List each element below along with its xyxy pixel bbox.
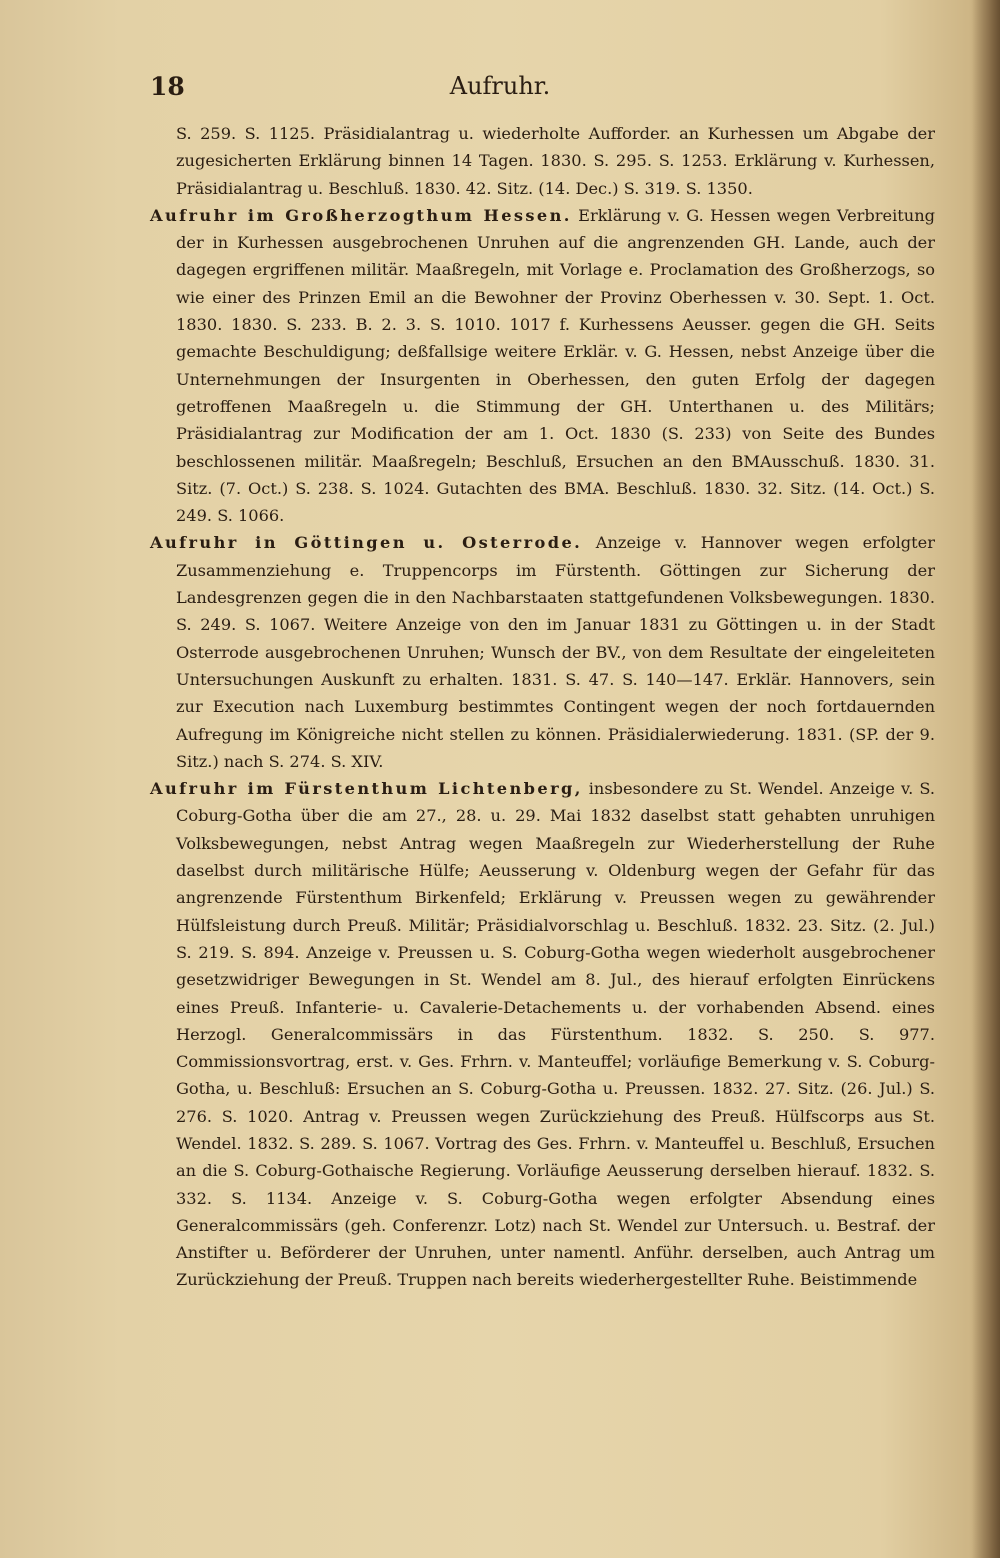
text-block xyxy=(150,120,935,1294)
entry-text: Erklärung v. G. Hessen wegen Verbreitung der in Kurhessen ausgebrochenen Unruhen auf die angrenzenden GH. Lande, auch der dagegen ergriffenen militär. Maaßregeln, mit Vorlage e. Proclamation des Großherzogs, so wie einer des Prinzen Emil an die Bewohner der Provinz Oberhessen v. 30. Sept. 1. Oct. 1830. 1830. S. 233. B. 2. 3. S. 1010. 1017 f. Kurhessens Aeusser. gegen die GH. Seits gemachte Beschuldigung; deßfallsige weitere Erklär. v. G. Hessen, nebst Anzeige über die Unternehmungen der Insurgenten in Oberhessen, den guten Erfolg der dagegen getroffenen Maaßregeln u. die Stimmung der GH. Unterthanen u. des Militärs; Präsidialantrag zur Modification der am 1. Oct. 1830 (S. 233) von Seite des Bundes beschlossenen militär. Maaßregeln; Beschluß, Ersuchen an den BMAusschuß. 1830. 31. Sitz. (7. Oct.) S. 238. S. 1024. Gutachten des BMA. Beschluß. 1830. 32. Sitz. (14. Oct.) S. 249. S. 1066. xyxy=(176,205,935,526)
page-edge-shadow xyxy=(972,0,1000,1558)
entry-lichtenberg xyxy=(150,775,935,1294)
page-number: 18 xyxy=(150,72,185,101)
entry-continuation xyxy=(150,120,935,202)
entry-heading: Aufruhr in Göttingen u. Osterrode. xyxy=(150,533,583,553)
entry-text: S. 259. S. 1125. Präsidialantrag u. wiederholte Aufforder. an Kurhessen um Abgabe der zugesicherten Erklärung binnen 14 Tagen. 1830. S. 295. S. 1253. Erklärung v. Kurhessen, Präsidialantrag u. Beschluß. 1830. 42. Sitz. (14. Dec.) S. 319. S. 1350. xyxy=(176,124,935,198)
entry-text: Anzeige v. Hannover wegen erfolgter Zusammenziehung e. Truppencorps im Fürstenth. Göttingen zur Sicherung der Landesgrenzen gegen die in den Nachbarstaaten stattgefundenen Volksbewegungen. 1830. S. 249. S. 1067. Weitere Anzeige von den im Januar 1831 zu Göttingen u. in der Stadt Osterrode ausgebrochenen Unruhen; Wunsch der BV., von dem Resultate der eingeleiteten Untersuchungen Auskunft zu erhalten. 1831. S. 47. S. 140—147. Erklär. Hannovers, sein zur Execution nach Luxemburg bestimmtes Contingent wegen der noch fortdauernden Aufregung im Königreiche nicht stellen zu können. Präsidialerwiederung. 1831. (SP. der 9. Sitz.) nach S. 274. S. XIV. xyxy=(176,533,935,771)
running-title: Aufruhr. xyxy=(449,72,551,100)
entry-grossherzogthum-hessen xyxy=(150,202,935,530)
entry-text: insbesondere zu St. Wendel. Anzeige v. S. Coburg-Gotha über die am 27., 28. u. 29. Mai 1832 daselbst statt gehabten unruhigen Volksbewegungen, nebst Antrag wegen Maaßregeln zur Wiederherstellung der Ruhe daselbst durch militärische Hülfe; Aeusserung v. Oldenburg wegen der Gefahr für das angrenzende Fürstenthum Birkenfeld; Erklärung v. Preussen wegen zu gewährender Hülfsleistung durch Preuß. Militär; Präsidialvorschlag u. Beschluß. 1832. 23. Sitz. (2. Jul.) S. 219. S. 894. Anzeige v. Preussen u. S. Coburg-Gotha wegen wiederholt ausgebrochener gesetzwidriger Bewegungen in St. Wendel am 8. Jul., des hierauf erfolgten Einrückens eines Preuß. Infanterie- u. Cavalerie-Detachements u. der vorhabenden Absend. eines Herzogl. Generalcommissärs in das Fürstenthum. 1832. S. 250. S. 977. Commissionsvortrag, erst. v. Ges. Frhrn. v. Manteuffel; vorläufige Bemerkung v. S. Coburg-Gotha, u. Beschluß: Ersuchen an S. Coburg-Gotha u. Preussen. 1832. 27. Sitz. (26. Jul.) S. 276. S. 1020. Antrag v. Preussen wegen Zurückziehung des Preuß. Hülfscorps aus St. Wendel. 1832. S. 289. S. 1067. Vortrag des Ges. Frhrn. v. Manteuffel u. Beschluß, Ersuchen an die S. Coburg-Gothaische Regierung. Vorläufige Aeusserung derselben hierauf. 1832. S. 332. S. 1134. Anzeige v. S. Coburg-Gotha wegen erfolgter Absendung eines Generalcommissärs (geh. Conferenzr. Lotz) nach St. Wendel zur Untersuch. u. Bestraf. der Anstifter u. Beförderer der Unruhen, unter namentl. Anführ. derselben, auch Antrag um Zurückziehung der Preuß. Truppen nach bereits wiederhergestellter Ruhe. Beistimmende xyxy=(176,779,935,1290)
entry-goettingen-osterrode xyxy=(150,529,935,775)
entry-heading: Aufruhr im Fürstenthum Lichtenberg, xyxy=(150,779,583,799)
entry-heading: Aufruhr im Großherzogthum Hessen. xyxy=(150,205,572,225)
